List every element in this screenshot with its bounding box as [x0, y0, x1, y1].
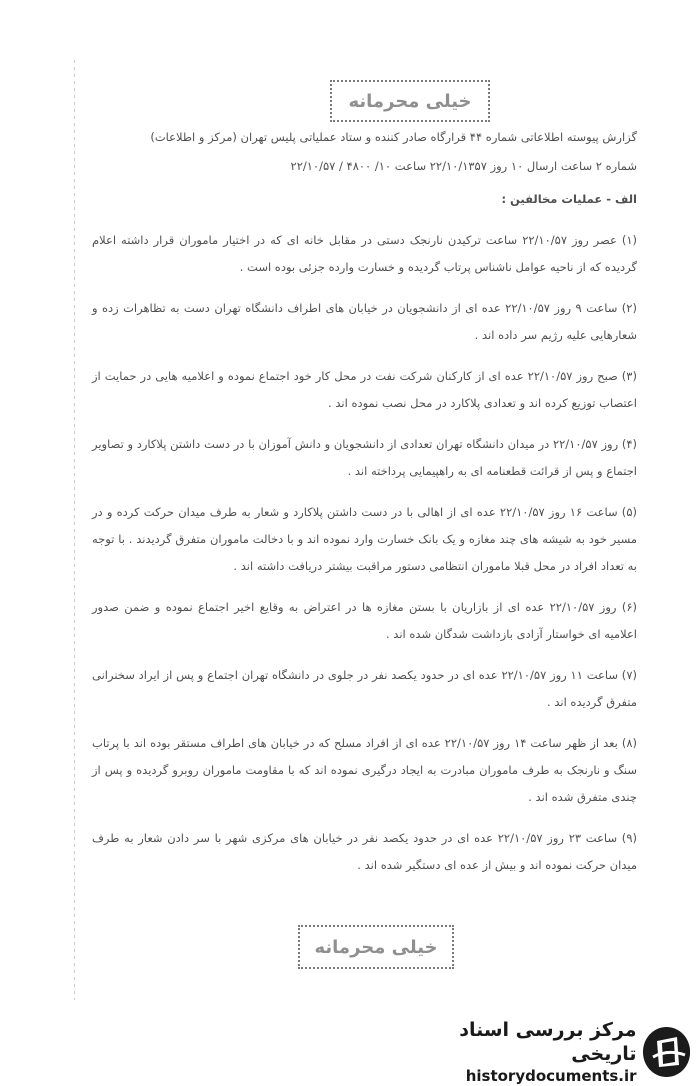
- report-item-2: (۲) ساعت ۹ روز ۲۲/۱۰/۵۷ عده ای از دانشجویان در خیابان های اطراف دانشگاه تهران دست به تظاهرات زده و شعارهایی علیه رژیم سر داده اند .: [92, 301, 637, 342]
- footer-title: مرکز بررسی اسناد تاریخی: [459, 1019, 637, 1065]
- document-body: [92, 124, 637, 879]
- report-item-6: (۶) روز ۲۲/۱۰/۵۷ عده ای از بازاریان با بستن مغازه ها در اعتراض به وقایع اخیر اجتماع نموده و ضمن صدور اعلامیه ای خواستار آزادی بازداشت شدگان شده اند .: [92, 600, 637, 641]
- footer-url: historydocuments.ir: [465, 1067, 637, 1085]
- stamp-top-text: خیلی محرمانه: [348, 90, 472, 112]
- classification-stamp-bottom: [298, 925, 454, 969]
- logo-graphic: [643, 1027, 690, 1077]
- report-item-3: (۳) صبح روز ۲۲/۱۰/۵۷ عده ای از کارکنان شرکت نفت در محل کار خود اجتماع نموده و اعلامیه هایی در حمایت از اعتصاب توزیع کرده اند و تعدادی پلاکارد در محل نصب نموده اند .: [92, 369, 637, 410]
- report-item-7: (۷) ساعت ۱۱ روز ۲۲/۱۰/۵۷ عده ای در حدود یکصد نفر در جلوی در دانشگاه تهران اجتماع و پس از ایراد سخنرانی متفرق گردیده اند .: [92, 668, 637, 709]
- report-item-5: (۵) ساعت ۱۶ روز ۲۲/۱۰/۵۷ عده ای از اهالی با در دست داشتن پلاکارد و شعار به طرف میدان حرکت کرده و در مسیر خود به شیشه های چند مغازه و یک بانک خسارت وارد نموده اند و با دخالت ماموران متفرق گردیدند . با توجه به تعداد افراد در محل قبلا ماموران انتظامی دستور مراقبت بیشتر دریافت داشته اند .: [92, 505, 637, 573]
- classification-stamp-top: [330, 80, 490, 122]
- report-heading: گزارش پیوسته اطلاعاتی شماره ۴۴ قرارگاه صادر کننده و ستاد عملیاتی پلیس تهران (مرکز و اطلاعات): [150, 130, 637, 144]
- stamp-bottom-text: خیلی محرمانه: [314, 936, 438, 958]
- report-item-9: (۹) ساعت ۲۳ روز ۲۲/۱۰/۵۷ عده ای در حدود یکصد نفر در خیابان های مرکزی شهر با سر دادن شعار به طرف میدان حرکت نموده اند و بیش از عده ای دستگیر شده اند .: [92, 831, 637, 872]
- archive-logo-icon: [643, 1027, 690, 1077]
- report-item-8: (۸) بعد از ظهر ساعت ۱۴ روز ۲۲/۱۰/۵۷ عده ای از افراد مسلح که در خیابان های اطراف مستقر بوده اند با پرتاب سنگ و نارنجک به طرف ماموران مبادرت به ایجاد درگیری نموده اند که با مقاومت ماموران روبرو گردیده و پس از چندی متفرق شده اند .: [92, 736, 637, 804]
- watermark-footer: [400, 1019, 690, 1085]
- report-item-4: (۴) روز ۲۲/۱۰/۵۷ در میدان دانشگاه تهران تعدادی از دانشجویان و دانش آموزان با در دست داشتن پلاکارد و تصاویر اجتماع و پس از قرائت قطعنامه ای به راهپیمایی پرداخته اند .: [92, 437, 637, 478]
- report-reference-line: شماره ۲ ساعت ارسال ۱۰ روز ۲۲/۱۰/۱۳۵۷ ساعت ۱۰/ ۴۸۰۰ / ۲۲/۱۰/۵۷: [290, 159, 637, 173]
- footer-text-block: [400, 1018, 637, 1086]
- section-heading: الف - عملیات مخالفین :: [501, 192, 637, 206]
- report-item-1: (۱) عصر روز ۲۲/۱۰/۵۷ ساعت ترکیدن نارنجک دستی در مقابل خانه ای که در اختیار ماموران قرار داشته اعلام گردیده که از ناحیه عوامل ناشناس پرتاب گردیده و خسارت وارده جزئی بوده است .: [92, 233, 637, 274]
- scan-fold-line: [74, 60, 75, 1000]
